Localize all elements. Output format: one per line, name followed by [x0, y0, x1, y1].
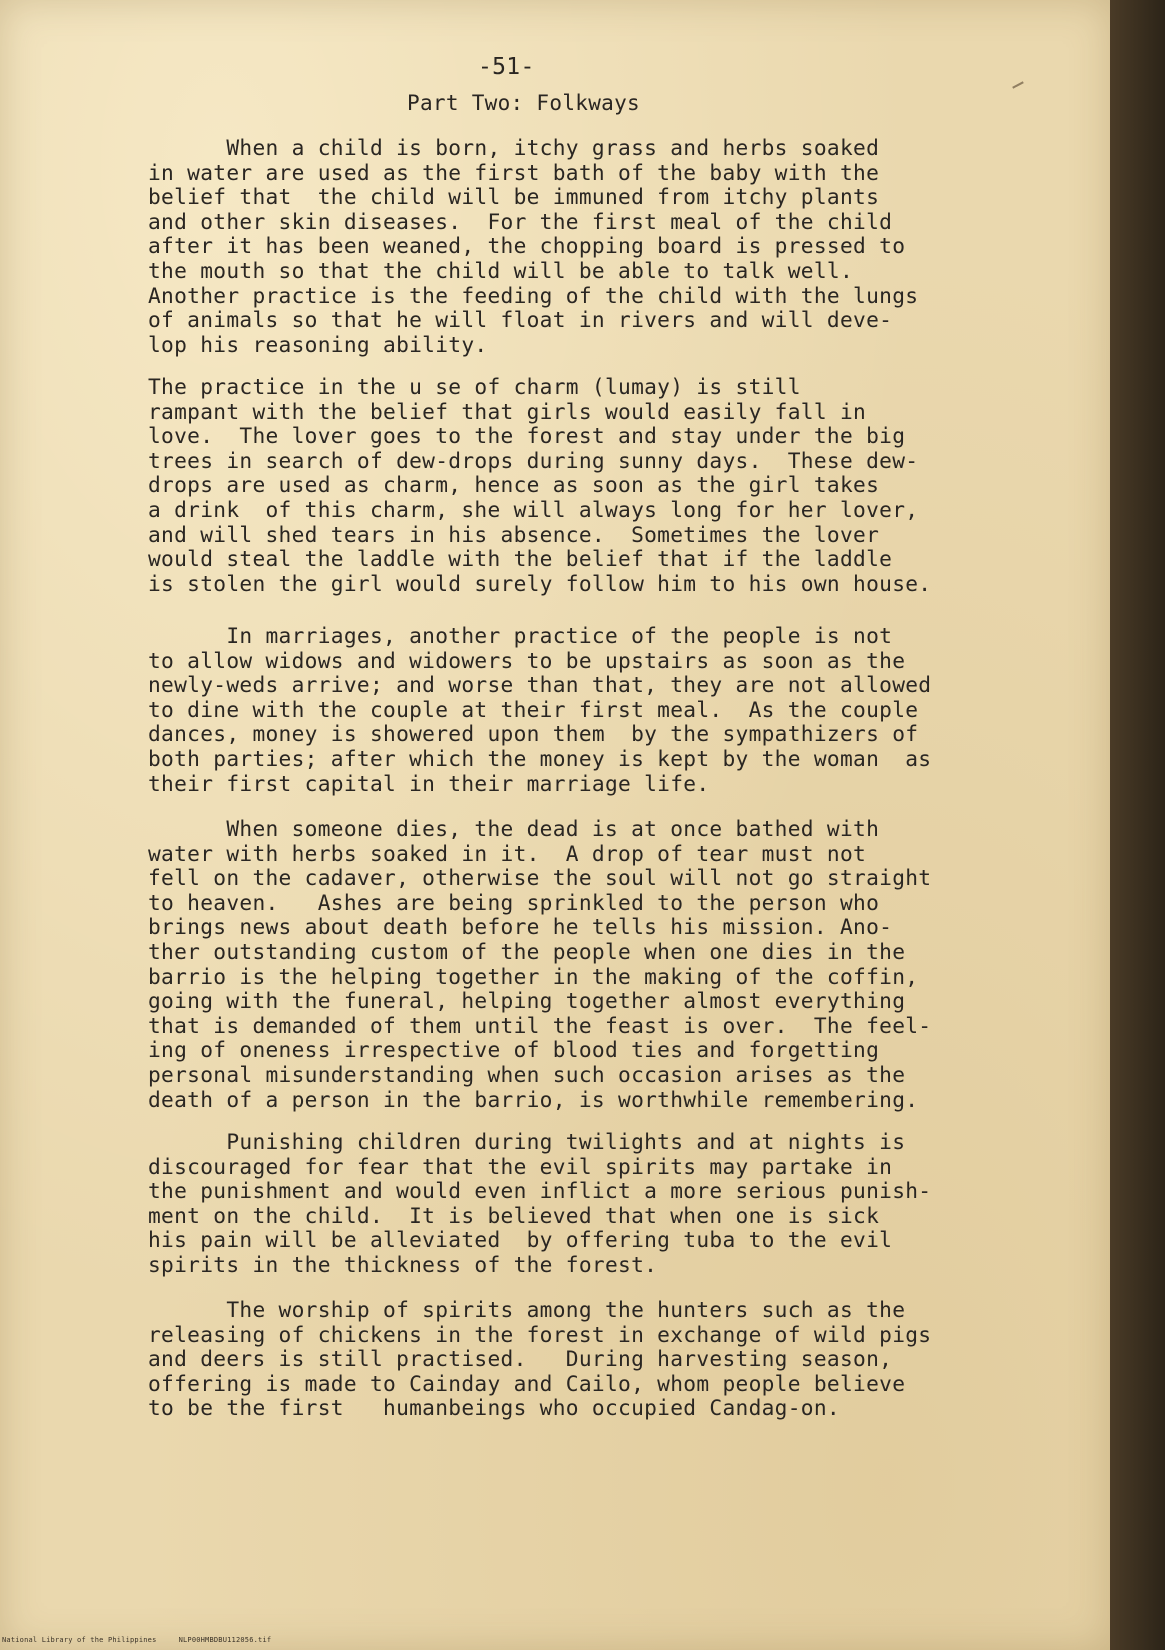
text-line: The practice in the u se of charm (lumay) is still — [148, 374, 801, 399]
text-line: The worship of spirits among the hunters such as the — [148, 1297, 906, 1322]
text-line: releasing of chickens in the forest in exchange of wild pigs — [148, 1321, 932, 1347]
text-line: a drink of this charm, she will always long for her lover, — [148, 496, 919, 522]
scan-background-edge — [1110, 0, 1165, 1650]
text-line: water with herbs soaked in it. A drop of tear must not — [148, 840, 867, 866]
paragraph-spirit-worship — [148, 1298, 1048, 1421]
text-line: and deers is still practised. During harvesting season, — [148, 1346, 893, 1372]
text-line: rampant with the belief that girls would easily fall in — [148, 398, 867, 424]
text-line: drops are used as charm, hence as soon as the girl takes — [148, 472, 880, 498]
text-line: is stolen the girl would surely follow him to his own house. — [148, 570, 932, 596]
text-line: love. The lover goes to the forest and stay under the big — [148, 423, 906, 449]
text-line: In marriages, another practice of the people is not — [148, 623, 893, 648]
section-title: Part Two: Folkways — [407, 91, 640, 115]
text-line: ing of oneness irrespective of blood ties and forgetting — [148, 1037, 880, 1063]
paragraph-death-customs — [148, 817, 1048, 1112]
text-line: Punishing children during twilights and at nights is — [148, 1129, 906, 1154]
text-line: belief that the child will be immuned from itchy plants — [148, 184, 880, 210]
text-line: death of a person in the barrio, is worthwhile remembering. — [148, 1086, 919, 1112]
text-line: of animals so that he will float in rivers and will deve- — [148, 307, 893, 333]
text-line: ther outstanding custom of the people when one dies in the — [148, 938, 906, 964]
text-line: dances, money is showered upon them by the sympathizers of — [148, 721, 919, 747]
text-line: his pain will be alleviated by offering tuba to the evil — [148, 1227, 893, 1253]
text-line: When a child is born, itchy grass and herbs soaked — [148, 135, 880, 160]
text-line: after it has been weaned, the chopping board is pressed to — [148, 233, 906, 259]
text-line: their first capital in their marriage life. — [148, 770, 710, 796]
text-line: and other skin diseases. For the first meal of the child — [148, 208, 893, 234]
text-line: personal misunderstanding when such occasion arises as the — [148, 1061, 906, 1087]
text-line: ment on the child. It is believed that when one is sick — [148, 1202, 880, 1228]
paragraph-punishment-customs — [148, 1130, 1048, 1278]
text-line: Another practice is the feeding of the child with the lungs — [148, 282, 919, 308]
paragraph-birth-customs — [148, 136, 1048, 357]
text-line: brings news about death before he tells his mission. Ano- — [148, 914, 893, 940]
text-line: newly-weds arrive; and worse than that, they are not allowed — [148, 672, 932, 698]
text-line: to be the first humanbeings who occupied Candag-on. — [148, 1395, 840, 1421]
text-line: to dine with the couple at their first meal. As the couple — [148, 696, 919, 722]
text-line: When someone dies, the dead is at once bathed with — [148, 816, 880, 841]
text-line: the mouth so that the child will be able to talk well. — [148, 257, 854, 283]
text-line: barrio is the helping together in the making of the coffin, — [148, 963, 919, 989]
text-line: offering is made to Cainday and Cailo, whom people believe — [148, 1370, 906, 1396]
archive-footer: National Library of the Philippines NLP00HMBDBU112056.tif — [2, 1636, 272, 1644]
ink-mark — [1012, 81, 1024, 88]
text-line: discouraged for fear that the evil spirits may partake in — [148, 1153, 893, 1179]
page-number: -51- — [478, 54, 535, 80]
text-line: to heaven. Ashes are being sprinkled to the person who — [148, 889, 880, 915]
text-line: and will shed tears in his absence. Sometimes the lover — [148, 521, 880, 547]
paragraph-marriage-customs — [148, 624, 1048, 796]
text-line: in water are used as the first bath of the baby with the — [148, 159, 880, 185]
text-line: fell on the cadaver, otherwise the soul will not go straight — [148, 865, 932, 891]
text-line: to allow widows and widowers to be upstairs as soon as the — [148, 647, 906, 673]
text-line: that is demanded of them until the feast is over. The feel- — [148, 1012, 932, 1038]
text-line: trees in search of dew-drops during sunny days. These dew- — [148, 447, 919, 473]
text-line: would steal the laddle with the belief that if the laddle — [148, 546, 893, 572]
text-line: lop his reasoning ability. — [148, 331, 488, 357]
paragraph-charm-customs — [148, 375, 1048, 596]
text-line: both parties; after which the money is kept by the woman as — [148, 745, 932, 771]
text-line: spirits in the thickness of the forest. — [148, 1251, 658, 1277]
text-line: going with the funeral, helping together almost everything — [148, 988, 906, 1014]
text-line: the punishment and would even inflict a more serious punish- — [148, 1178, 932, 1204]
